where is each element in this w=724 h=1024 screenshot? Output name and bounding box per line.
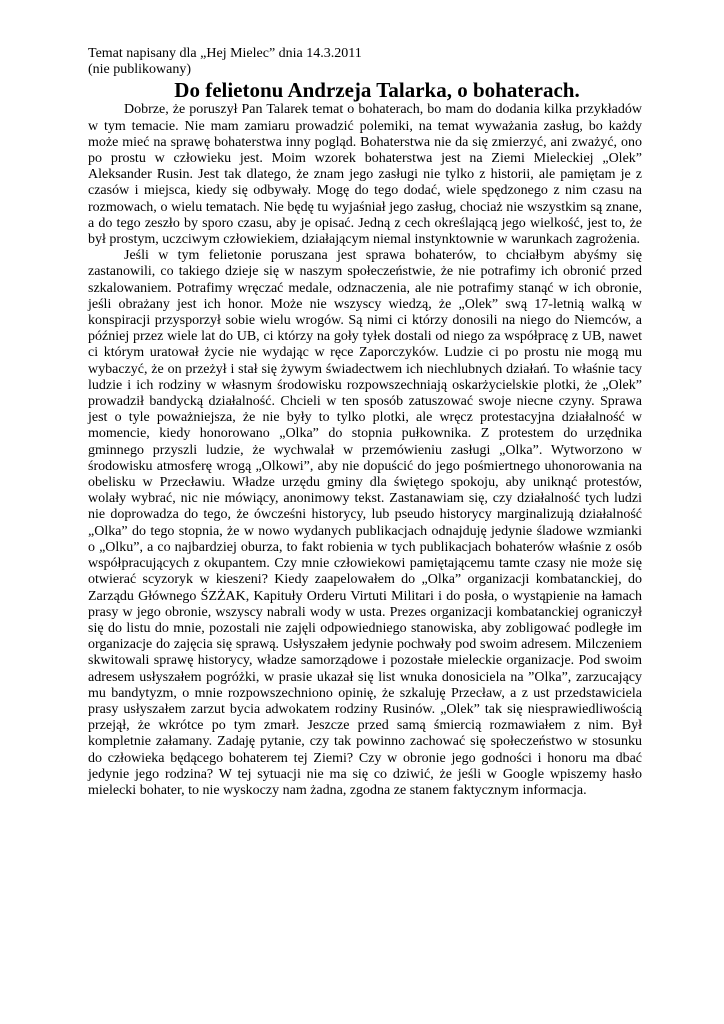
header-line-topic: Temat napisany dla „Hej Mielec” dnia 14.3.2011 xyxy=(88,46,362,61)
paragraph-intro: Dobrze, że poruszył Pan Talarek temat o bohaterach, bo mam do dodania kilka przykładów w tym temacie. Nie mam zamiaru prowadzić polemiki, na temat wyważania zasług, bo każdy może mieć na sprawę bohaterstwa inny pogląd. Bohaterstwa nie da się zmierzyć, ani zważyć, ono po prostu w człowieku jest. Moim wzorek bohaterstwa jest na Ziemi Mieleckiej „Olek” Aleksander Rusin. Jest tak dlatego, że znam jego zasługi nie tylko z historii, ale pamiętam je z czasów i miejsca, kiedy się odbywały. Mogę do tego dodać, wiele spędzonego z nim czasu na rozmowach, o wielu tematach. Nie będę tu wyjaśniał jego zasług, chociaż nie wszystkim są znane, a do tego zeszło by sporo czasu, aby je opisać. Jedną z cech określającą jego wielkość, jest to, że był prostym, uczciwym człowiekiem, działającym niemal instynktownie w warunkach zagrożenia. xyxy=(88,102,642,248)
header-line-status: (nie publikowany) xyxy=(88,62,192,78)
document-title: Do felietonu Andrzeja Talarka, o bohaterach. xyxy=(174,78,580,103)
document-page xyxy=(88,46,642,799)
paragraph-main: Jeśli w tym felietonie poruszana jest sprawa bohaterów, to chciałbym abyśmy się zastanowili, co takiego dzieje się w naszym społeczeństwie, że nie potrafimy ich obronić przed szkalowaniem. Potrafimy wręczać medale, odznaczenia, ale nie potrafimy stanąć w ich obronie, jeśli obrażany jest ich honor. Może nie wszyscy wiedzą, że „Olek” swą 17-letnią walką w konspiracji przysporzył sobie wielu wrogów. Są nimi ci którzy donosili na niego do Niemców, a później przez wiele lat do UB, ci którzy na goły tyłek dostali od niego za współpracę z UB, nawet ci którym uratował życie nie wydając w ręce Zaporczyków. Ludzie ci po prostu nie mogą mu wybaczyć, że on przeżył i stał się żywym świadectwem ich niechlubnych działań. To właśnie tacy ludzie i ich rodziny w własnym środowisku rozpowszechniają oskarżycielskie plotki, że „Olek” prowadził bandycką działalność. Chcieli w ten sposób zatuszować swoje niecne czyny. Sprawa jest o tyle poważniejsza, że nie były to tylko plotki, ale wręcz protestacyjna działalność w momencie, kiedy honorowano „Olka” do stopnia pułkownika. Z protestem do urzędnika gminnego przyszli ludzie, że wychwalał w przemówieniu zasługi „Olka”. Wytworzono w środowisku atmosferę wrogą „Olkowi”, aby nie dopuścić do jego pośmiertnego uhonorowania na obelisku w Przecławiu. Władze urzędu gminy dla świętego spokoju, aby uniknąć protestów, wolały wybrać, nic nie mówiący, anonimowy tekst. Zastanawiam się, czy działalność tych ludzi nie doprowadza do tego, że ówcześni historycy, lub pseudo historycy marginalizują działalność „Olka” do tego stopnia, że w nowo wydanych publikacjach odnajduję jedynie śladowe wzmianki o „Olku”, a co najbardziej oburza, to fakt robienia w tych publikacjach bohaterów właśnie z osób współpracujących z okupantem. Czy mnie człowiekowi pamiętającemu tamte czasy nie może się otwierać scyzoryk w kieszeni? Kiedy zaapelowałem do „Olka” organizacji kombatanckiej, do Zarządu Głównego ŚZŻAK, Kapituły Orderu Virtuti Militari i do posła, o wystąpienie na łamach prasy w jego obronie, wszyscy nabrali wody w usta. Prezes organizacji kombatanckiej ograniczył się do listu do mnie, pozostali nie zajęli odpowiedniego stanowiska, aby zobligować podległe im organizacje do zajęcia się sprawą. Usłyszałem jedynie pochwały pod swoim adresem. Milczeniem skwitowali sprawę historycy, władze samorządowe i pozostałe mieleckie organizacje. Pod swoim adresem usłyszałem pogróżki, w prasie ukazał się list wnuka donosiciela na ”Olka”, zarzucający mu bandytyzm, o mnie rozpowszechniono opinię, że szkaluję Przecław, a z ust przedstawiciela prasy usłyszałem zarzut bycia adwokatem rodziny Rusinów. „Olek” tak się niesprawiedliwością przejął, że wkrótce po tym zmarł. Jeszcze przed samą śmiercią rozmawiałem z nim. Był kompletnie załamany. Zadaję pytanie, czy tak powinno zachować się społeczeństwo w stosunku do człowieka będącego bohaterem tej Ziemi? Czy w obronie jego godności i honoru ma dbać jedynie jego rodzina? W tej sytuacji nie ma się co dziwić, że jeśli w Google wpiszemy hasło mielecki bohater, to nie wyskoczy nam żadna, zgodna ze stanem faktycznym informacja. xyxy=(88,248,642,798)
